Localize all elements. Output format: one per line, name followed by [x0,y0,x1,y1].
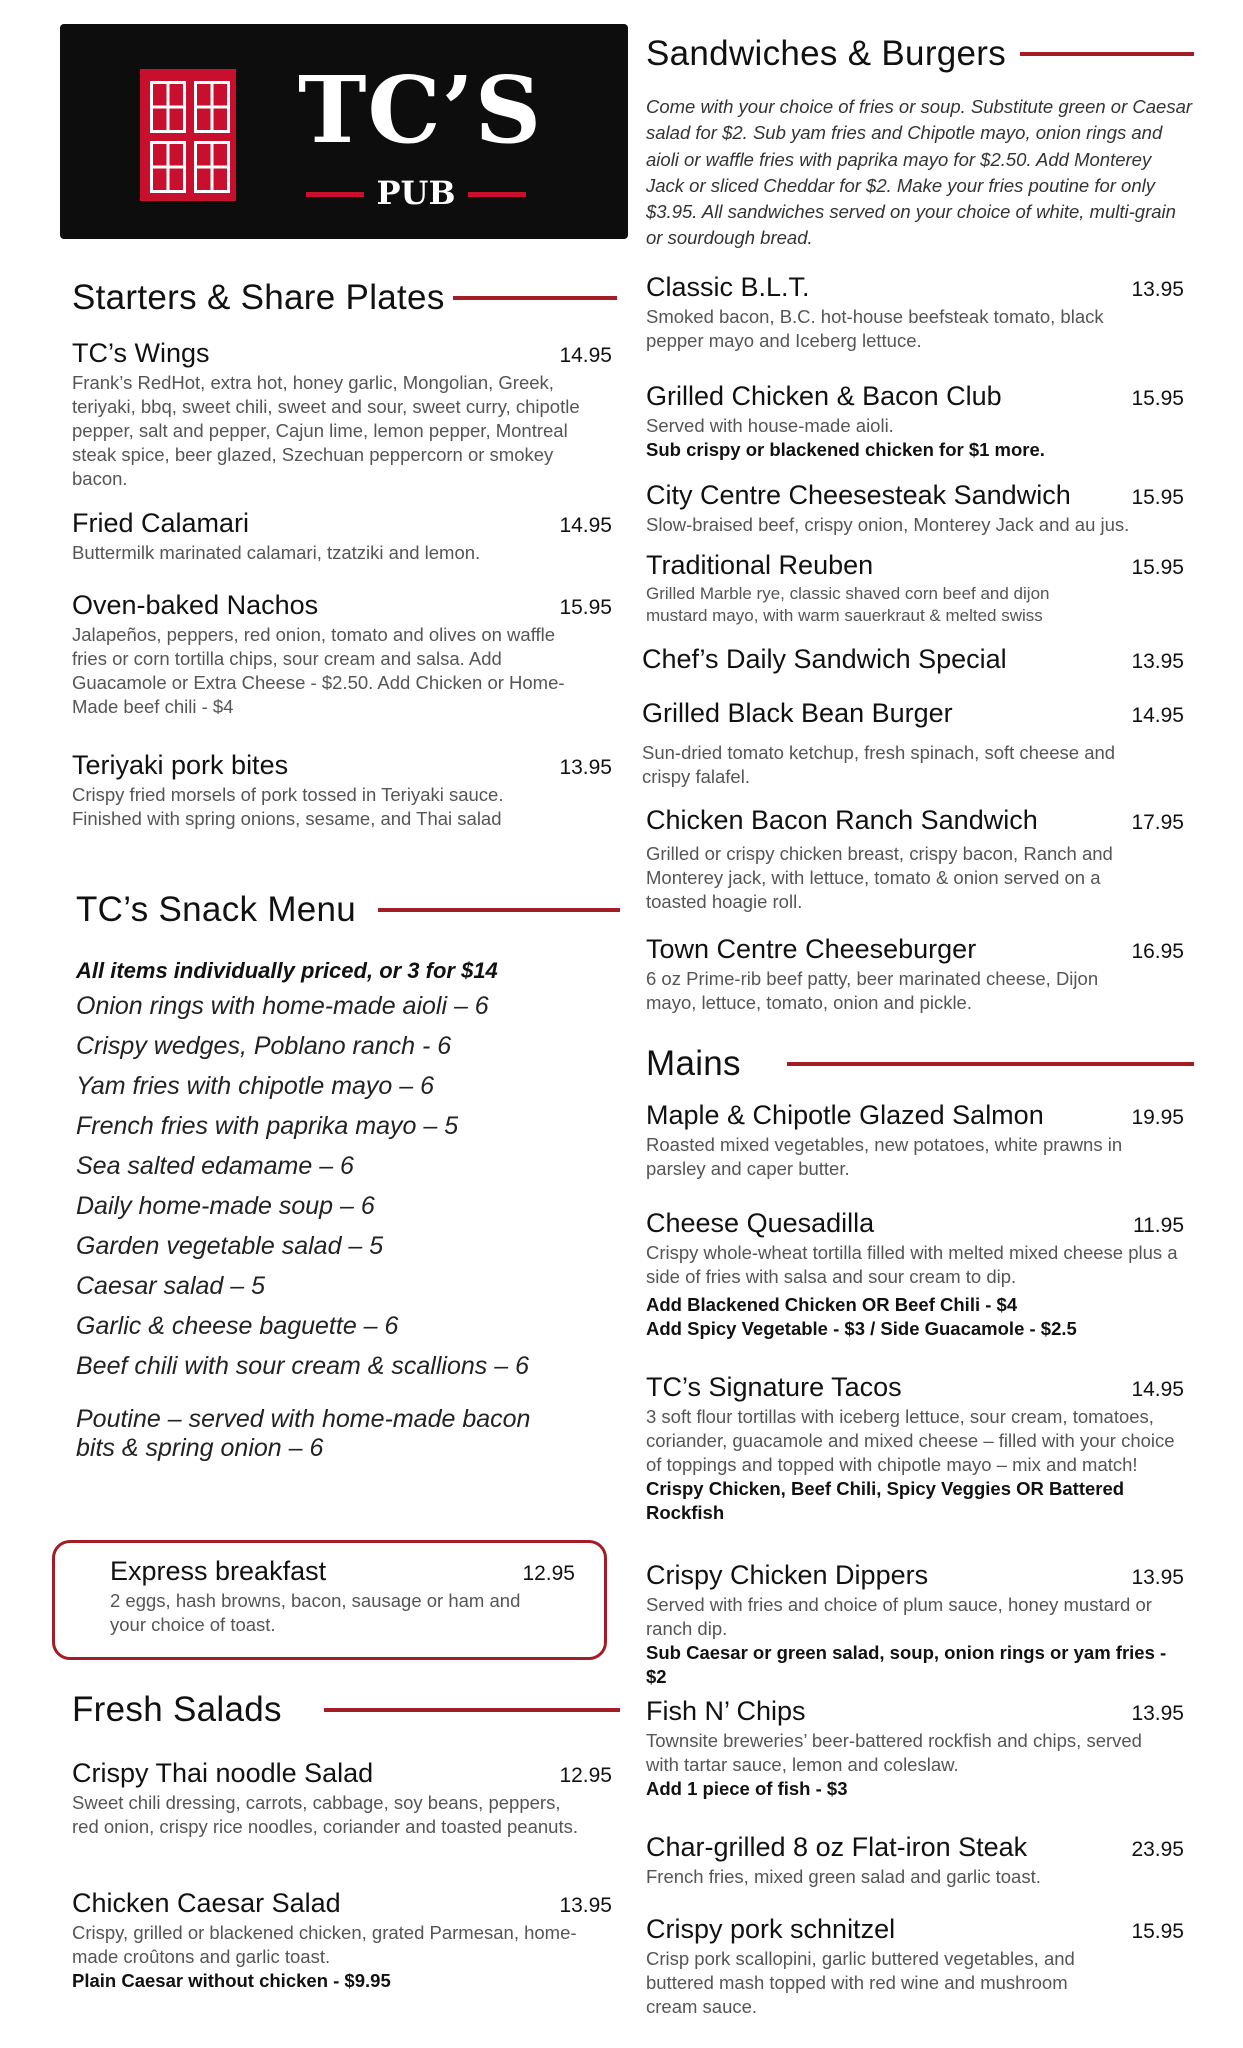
sandwiches-intro: Come with your choice of fries or soup. Substitute green or Caesar salad for $2. Sub yam fries and Chipotle mayo, onion rings and aioli or waffle fries with paprika mayo for $2.50. Add Monterey Jack or sliced Cheddar for $2. Make your fries poutine for only $3.95. All sandwiches served on your choice of white, multi-grain or sourdough bread. [646,96,1193,249]
item-price: 13.95 [1131,1566,1184,1589]
item-name: Fish N’ Chips [646,1696,806,1726]
item-description: 3 soft flour tortillas with iceberg lettuce, sour cream, tomatoes, coriander, guacamole and mixed cheese – filled with your choice of toppings and topped with chipotle mayo – mix and match! [646,1406,1175,1476]
snack-item: Beef chili with sour cream & scallions – 6 [76,1352,529,1380]
item-extra: Crispy Chicken, Beef Chili, Spicy Veggies OR Battered Rockfish [646,1478,1125,1524]
item-name: Grilled Chicken & Bacon Club [646,381,1002,411]
snack-item: Sea salted edamame – 6 [76,1152,354,1180]
item-price: 13.95 [1131,650,1184,673]
sandwiches-header [646,34,1194,74]
item-price: 15.95 [1131,1920,1184,1943]
item-price: 15.95 [1131,556,1184,579]
item-name: Traditional Reuben [646,550,874,580]
item-name: Fried Calamari [72,508,250,538]
item-name: Crispy Thai noodle Salad [72,1758,374,1788]
snack-item: Caesar salad – 5 [76,1272,266,1300]
snack-item: French fries with paprika mayo – 5 [76,1112,459,1140]
starters-header [72,278,617,318]
snack-item: Garden vegetable salad – 5 [76,1232,384,1260]
logo-title: TC’S [298,56,543,164]
item-price: 12.95 [559,1764,612,1787]
menu-item [646,272,1184,353]
menu-item [642,698,1184,789]
item-name: Crispy pork schnitzel [646,1914,896,1944]
section-rule [378,908,620,912]
salads-header [72,1690,620,1730]
logo-divider-right [468,192,526,197]
menu-item [646,1560,1184,1689]
menu-item [72,750,612,831]
item-name: Express breakfast [110,1556,327,1586]
item-price: 11.95 [1133,1214,1184,1237]
menu-item [646,1100,1184,1181]
snack-item: Daily home-made soup – 6 [76,1192,375,1220]
item-price: 15.95 [1131,387,1184,410]
section-rule [787,1062,1194,1066]
item-description: Roasted mixed vegetables, new potatoes, white prawns in parsley and caper butter. [646,1134,1123,1180]
item-description: 2 eggs, hash browns, bacon, sausage or ham and your choice of toast. [110,1590,521,1636]
item-price: 23.95 [1131,1838,1184,1861]
item-price: 13.95 [559,756,612,779]
item-description: Frank’s RedHot, extra hot, honey garlic, Mongolian, Greek, teriyaki, bbq, sweet chili, sweet and sour, sweet curry, chipotle pepper, salt and pepper, Cajun lime, lemon pepper, Montreal steak spice, beer glazed, Szechuan peppercorn or smokey bacon. [72,372,580,490]
item-extra: Sub crispy or blackened chicken for $1 more. [646,439,1045,461]
item-price: 14.95 [559,514,612,537]
item-description: Slow-braised beef, crispy onion, Monterey Jack and au jus. [646,514,1130,535]
item-description: 6 oz Prime-rib beef patty, beer marinated cheese, Dijon mayo, lettuce, tomato, onion and pickle. [646,968,1099,1014]
item-description: Crisp pork scallopini, garlic buttered vegetables, and buttered mash topped with red wine and mushroom cream sauce. [646,1948,1075,2018]
snack-header [76,890,620,930]
item-name: Oven-baked Nachos [72,590,319,620]
item-name: Chicken Caesar Salad [72,1888,341,1918]
item-name: Classic B.L.T. [646,272,810,302]
item-extra: Add 1 piece of fish - $3 [646,1778,848,1800]
item-name: Maple & Chipotle Glazed Salmon [646,1100,1044,1130]
menu-item [646,1914,1184,2019]
item-price: 12.95 [522,1562,575,1585]
item-description: French fries, mixed green salad and garlic toast. [646,1866,1041,1887]
menu-item [72,1888,612,1993]
snack-item: bits & spring onion – 6 [76,1434,324,1462]
item-price: 19.95 [1131,1106,1184,1129]
section-rule [453,296,617,300]
menu-item [110,1556,575,1637]
menu-item [72,1758,612,1839]
item-price: 14.95 [559,344,612,367]
item-extra: Add Blackened Chicken OR Beef Chili - $4 [646,1294,1018,1316]
item-description: Sweet chili dressing, carrots, cabbage, soy beans, peppers, red onion, crispy rice noodles, coriander and toasted peanuts. [72,1792,578,1838]
menu-item [646,381,1184,462]
item-name: Grilled Black Bean Burger [642,698,953,728]
menu-item [646,1372,1184,1525]
item-price: 15.95 [1131,486,1184,509]
item-price: 16.95 [1131,940,1184,963]
snack-item: Yam fries with chipotle mayo – 6 [76,1072,435,1100]
item-description: Crispy, grilled or blackened chicken, grated Parmesan, home-made croûtons and garlic toast. [72,1922,577,1968]
snack-item: Garlic & cheese baguette – 6 [76,1312,399,1340]
item-name: TC’s Wings [72,338,210,368]
item-name: City Centre Cheesesteak Sandwich [646,480,1071,510]
menu-item [642,644,1184,675]
menu-item [72,590,612,719]
item-price: 13.95 [1131,278,1184,301]
section-title: Sandwiches & Burgers [646,34,1007,73]
menu-item [646,934,1184,1015]
item-name: TC’s Signature Tacos [646,1372,902,1402]
item-description: Buttermilk marinated calamari, tzatziki and lemon. [72,542,481,563]
item-description: Grilled or crispy chicken breast, crispy bacon, Ranch and Monterey jack, with lettuce, tomato & onion served on a toasted hoagie roll. [646,843,1113,913]
item-price: 14.95 [1131,704,1184,727]
item-price: 17.95 [1131,811,1184,834]
item-name: Town Centre Cheeseburger [646,934,977,964]
pub-logo [60,24,628,239]
menu-item [646,805,1184,914]
section-title: Fresh Salads [72,1690,282,1729]
item-description: Townsite breweries’ beer-battered rockfish and chips, served with tartar sauce, lemon and coleslaw. [646,1730,1142,1776]
menu-item [72,338,612,491]
door-icon [140,69,236,201]
snack-item: Crispy wedges, Poblano ranch - 6 [76,1032,452,1060]
snack-item: Poutine – served with home-made bacon [76,1405,531,1433]
item-name: Char-grilled 8 oz Flat-iron Steak [646,1832,1028,1862]
item-extra: Plain Caesar without chicken - $9.95 [72,1970,391,1992]
item-extra: Sub Caesar or green salad, soup, onion rings or yam fries - $2 [646,1642,1167,1688]
item-description: Sun-dried tomato ketchup, fresh spinach, soft cheese and crispy falafel. [642,742,1116,788]
menu-item [646,480,1184,537]
item-description: Smoked bacon, B.C. hot-house beefsteak tomato, black pepper mayo and Iceberg lettuce. [646,306,1104,352]
item-description: Served with house-made aioli. [646,415,894,436]
section-title: Mains [646,1044,741,1083]
menu-item [646,1208,1184,1341]
item-description: Crispy whole-wheat tortilla filled with melted mixed cheese plus a side of fries with salsa and sour cream to dip. [646,1242,1178,1288]
item-name: Chef’s Daily Sandwich Special [642,644,1007,674]
item-name: Teriyaki pork bites [72,750,289,780]
section-title: TC’s Snack Menu [76,890,357,929]
menu-item [72,508,612,565]
item-description: Jalapeños, peppers, red onion, tomato and olives on waffle fries or corn tortilla chips, sour cream and salsa. Add Guacamole or Extra Cheese - $2.50. Add Chicken or Home-Made beef chili - $4 [72,624,565,718]
logo-subtitle: PUB [376,174,456,212]
item-name: Chicken Bacon Ranch Sandwich [646,805,1038,835]
item-price: 13.95 [1131,1702,1184,1725]
item-description: Crispy fried morsels of pork tossed in Teriyaki sauce. Finished with spring onions, sesame, and Thai salad [72,784,504,830]
menu-item [646,550,1184,627]
item-price: 14.95 [1131,1378,1184,1401]
menu-item [646,1696,1184,1801]
section-title: Starters & Share Plates [72,278,445,317]
menu-item [646,1832,1184,1889]
section-rule [1020,52,1194,56]
snack-item: Onion rings with home-made aioli – 6 [76,992,489,1020]
section-rule [324,1708,620,1712]
item-description: Served with fries and choice of plum sauce, honey mustard or ranch dip. [646,1594,1152,1640]
snack-intro: All items individually priced, or 3 for $14 [76,958,498,983]
item-extra: Add Spicy Vegetable - $3 / Side Guacamole - $2.5 [646,1318,1077,1340]
item-description: Grilled Marble rye, classic shaved corn beef and dijon mustard mayo, with warm sauerkraut & melted swiss [646,584,1050,626]
item-price: 13.95 [559,1894,612,1917]
item-name: Crispy Chicken Dippers [646,1560,929,1590]
item-name: Cheese Quesadilla [646,1208,875,1238]
item-price: 15.95 [559,596,612,619]
mains-header [646,1044,1194,1084]
